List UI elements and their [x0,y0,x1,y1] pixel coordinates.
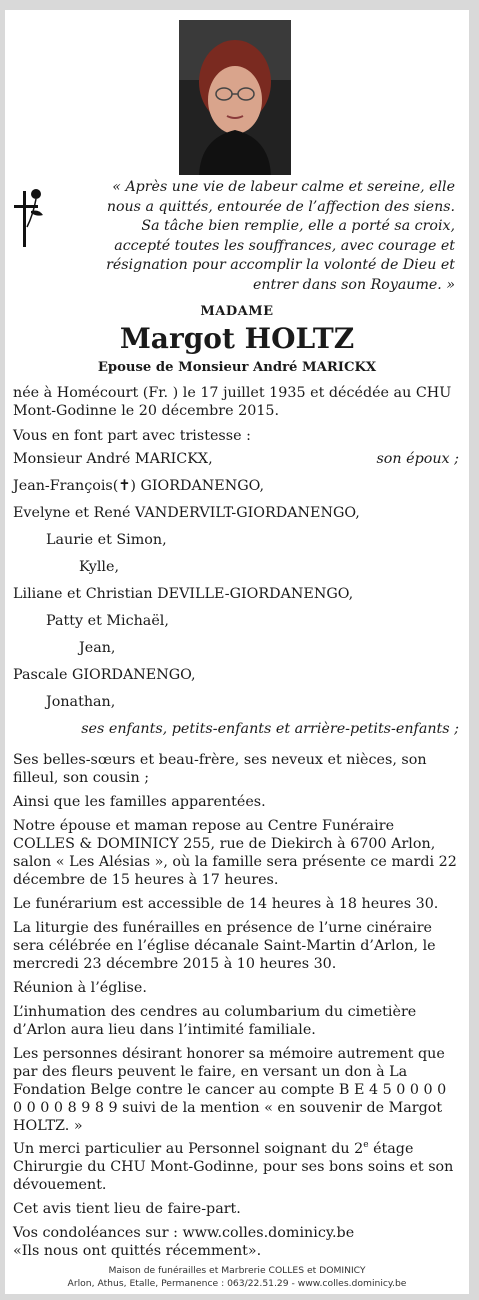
footer-line-1: Maison de funérailles et Marbrerie COLLES et DOMINICY [108,1265,366,1276]
obituary-body [13,384,459,1260]
body-paragraph: Réunion à l’église. [13,980,147,996]
paragraphs [13,751,459,1135]
body-paragraph: L’inhumation des cendres au columbarium du cimetière d’Arlon aura lieu dans l’intimité familiale. [13,1004,417,1038]
birth-death-info: née à Homécourt (Fr. ) le 17 juillet 1935 et décédée au CHU Mont-Godinne le 20 décembre 2015. [13,385,452,419]
quote-text: « Après une vie de labeur calme et sereine, elle nous a quittés, entourée de l’affection des siens. Sa tâche bien remplie, elle a porté sa croix, accepté toutes les souffrances, avec courage et résignation pour accomplir la volonté de Dieu et entrer dans son Royaume. » [106,179,455,293]
family-member-name: Kylle, [79,559,119,575]
family-member-name: Patty et Michaël, [46,613,169,629]
body-paragraph: La liturgie des funérailles en présence de l’urne cinéraire sera célébrée en l’église décanale Saint-Martin d’Arlon, le mercredi 23 décembre 2015 à 10 heures 30. [13,920,436,972]
portrait-photo [179,20,291,175]
family-member [13,558,459,585]
notice-text: Cet avis tient lieu de faire-part. [13,1201,241,1217]
announcement-intro: Vous en font part avec tristesse : [13,428,251,444]
footer-line-2: Arlon, Athus, Etalle, Permanence : 063/22.51.29 - www.colles.dominicy.be [67,1278,407,1289]
body-paragraph: Le funérarium est accessible de 14 heures à 18 heures 30. [13,896,439,912]
condolences-link[interactable]: Vos condoléances sur : www.colles.dominicy.be [13,1225,355,1241]
portrait-image [179,20,291,175]
thanks-text-start: Un merci particulier au Personnel soignant du 2 [13,1141,364,1157]
family-member [13,639,459,666]
deceased-name: Margot HOLTZ [119,322,355,355]
family-member-name: Laurie et Simon, [46,532,167,548]
family-member [13,585,459,612]
family-member [13,477,459,504]
body-paragraph: Ainsi que les familles apparentées. [13,794,266,810]
body-paragraph: Ses belles-sœurs et beau-frère, ses neveux et nièces, son filleul, son cousin ; [13,752,427,786]
family-member-name: Jean-François(✝) GIORDANENGO, [13,478,265,494]
family-member [13,504,459,531]
family-member-name: Evelyne et René VANDERVILT-GIORDANENGO, [13,505,360,521]
family-member-name: Pascale GIORDANENGO, [13,667,196,683]
family-member [13,531,459,558]
family-member [13,666,459,693]
family-member-name: Jonathan, [46,694,116,710]
family-member [13,693,459,720]
family-member [13,612,459,639]
thanks-text-end: étage Chirurgie du CHU Mont-Godinne, pour ses bons soins et son dévouement. [13,1141,454,1193]
honorific-title: MADAME [200,304,274,319]
obituary-page [5,10,469,1294]
family-closing: ses enfants, petits-enfants et arrière-petits-enfants ; [81,721,459,737]
thanks-superscript: e [363,1140,369,1151]
funeral-home-footer [5,1264,469,1290]
family-member [13,450,459,477]
tagline-text: «Ils nous ont quittés récemment». [13,1243,262,1259]
spouse-line: Epouse de Monsieur André MARICKX [97,360,377,375]
family-list [13,450,459,720]
family-member-name: Jean, [79,640,116,656]
family-member-name: Monsieur André MARICKX, [13,451,213,467]
family-member-role: son époux ; [376,451,459,467]
body-paragraph: Notre épouse et maman repose au Centre Funéraire COLLES & DOMINICY 255, rue de Diekirch à 6700 Arlon, salon « Les Alésias », où la famille sera présente ce mardi 22 décembre de 15 heures à 17 heures. [13,818,457,888]
cross-rose-icon [13,185,49,249]
family-member-name: Liliane et Christian DEVILLE-GIORDANENGO, [13,586,354,602]
body-paragraph: Les personnes désirant honorer sa mémoire autrement que par des fleurs peuvent le faire, en versant un don à La Fondation Belge contre le cancer au compte B E 4 5 0 0 0 0 0 0 0 0 8 9 8 9 suivi de la mention « en souvenir de Margot HOLTZ. » [13,1046,447,1134]
thanks-paragraph [13,1140,459,1194]
